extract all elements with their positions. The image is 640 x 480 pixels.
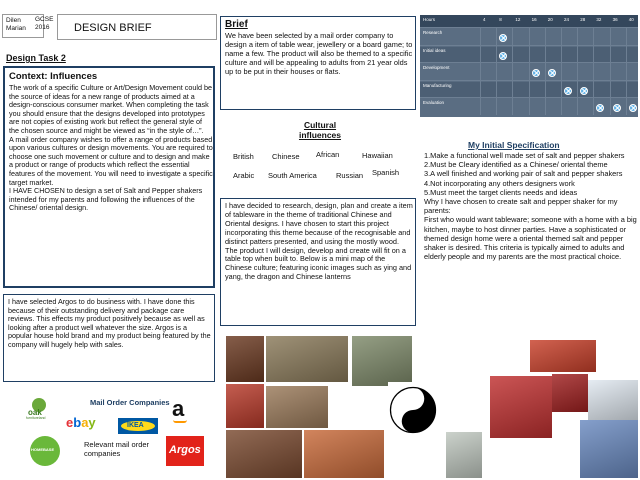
argos-box (3, 294, 215, 382)
mail-order-caption: Relevant mail order companies (84, 440, 150, 458)
oak-logo-text: oak (28, 408, 42, 417)
gantt-grid-line (577, 27, 578, 115)
argos-text: I have selected Argos to do business with. I have done this because of their outstanding delivery and package care reviews. This effects my product positively because as well as looking after a product well whatever the size. Argos is a popular house hold brand and my product being featured by the company will hugely help with sales. (8, 297, 211, 349)
spec-item-5: 5.Must meet the target clients needs and ideas (424, 187, 578, 197)
photo-great-wall (352, 336, 412, 386)
brief-box (220, 16, 416, 110)
culture-african: African (316, 150, 340, 159)
gantt-task-mark (613, 104, 621, 112)
spec-why-body: First who would want tableware; someone with a home with a big kitchen, maybe to host dinner parties. Have a sophisticated or themed design home were a oriental themed salt and pepper shaker is desired. This criteria is typically aimed to adults and elderly people and my parents are the most practical choice. (424, 215, 637, 262)
decision-box (220, 198, 416, 326)
course-line1: GCSE (35, 16, 54, 23)
photo-chinese-city (266, 336, 348, 382)
homebase-logo-text: HOMEBASE (31, 447, 55, 452)
title-box (57, 14, 217, 40)
photo-pagoda-small (446, 432, 482, 478)
spec-heading: My Initial Specification (468, 140, 560, 150)
photo-chinese-garden (304, 430, 384, 478)
decision-text: I have decided to research, design, plan and create a item of tableware in the theme of traditional Chinese and Oriental designs. I have chosen to start this project incorporating this theme because of the recognisable and distinct patters presented, and using the mostly wood. The product I will design, develop and create will fit on a table top when built to. Below is a mini map of the Chinese culture; featuring iconic images such as ying and yang, the dragon and Chinese lanterns (225, 201, 413, 282)
gantt-hour-label: 24 (564, 17, 570, 22)
spec-item-2: 2.Must be Cleary identified as a Chinese/ oriental theme (424, 160, 608, 170)
gantt-hour-label: 4 (483, 17, 486, 22)
amazon-logo (172, 396, 184, 422)
gantt-header (420, 15, 638, 27)
ikea-logo (118, 418, 158, 434)
gantt-row-label: Development (423, 65, 450, 71)
photo-chinese-interior (226, 336, 264, 382)
photo-chinese-opera (490, 376, 552, 438)
spec-list (424, 151, 638, 261)
gantt-hour-label: 28 (580, 17, 586, 22)
gantt-row-label: Research (423, 30, 443, 35)
mail-order-heading: Mail Order Companies (90, 398, 170, 407)
ebay-logo: ebay (66, 415, 96, 430)
gantt-row-label: Manufacturing (423, 82, 452, 88)
cultural-heading (290, 120, 350, 140)
gantt-hour-label: 20 (547, 17, 553, 22)
gantt-grid-line (512, 27, 513, 115)
gantt-hours-label: Hours (423, 17, 436, 22)
amazon-logo-text: a (172, 396, 185, 421)
gantt-row-label: Initial ideas (423, 47, 446, 53)
page-title: DESIGN BRIEF (74, 22, 152, 34)
gantt-grid-line (610, 27, 611, 115)
photo-terracotta-army (266, 386, 328, 428)
gantt-hour-label: 16 (531, 17, 537, 22)
culture-south-america: South America (268, 171, 317, 180)
gantt-grid-line (529, 27, 530, 115)
photo-temple-of-heaven (580, 420, 638, 478)
student-name-line2: Marian (6, 25, 26, 32)
spec-item-3: 3.A well finished and working pair of salt and pepper shakers (424, 169, 623, 179)
gantt-task-mark (499, 34, 507, 42)
photo-yin-yang (388, 382, 438, 438)
gantt-hour-label: 36 (612, 17, 618, 22)
gantt-task-mark (532, 69, 540, 77)
culture-spanish: Spanish (372, 168, 400, 177)
argos-logo (166, 436, 204, 466)
gantt-task-mark (548, 69, 556, 77)
gantt-hour-label: 12 (515, 17, 521, 22)
gantt-task-mark (499, 52, 507, 60)
photo-pagoda-silhouette (588, 380, 638, 420)
gantt-grid-line (545, 27, 546, 115)
gantt-task-mark (596, 104, 604, 112)
context-paragraph-3: I HAVE CHOSEN to design a set of Salt and Pepper shakers intended for my parents and following the influences of the Chinese/ oriental design. (9, 186, 203, 213)
gantt-grid-line (626, 27, 627, 115)
gantt-hour-label: 32 (596, 17, 602, 22)
context-paragraph-2: A mail order company wishes to offer a range of products based upon various cultures or design movements. You are required to choose one such movement or culture and to design and make a product or range of products which reflect the essential features of the movement. You will need to investigate a specific target market. (9, 134, 213, 187)
gantt-task-mark (580, 87, 588, 95)
gantt-grid-line (496, 27, 497, 115)
gantt-task-mark (629, 104, 637, 112)
context-paragraph-1: The work of a specific Culture or Art/Design Movement could be the source of ideas for a new range of products aimed at a design-conscious consumer market. When completing the task you should ensure that the designs developed into prototypes are not copies of existing work but reflect the general style of the chosen source and might be viewed as “in the style of…”. (9, 83, 212, 135)
gantt-grid-line (593, 27, 594, 115)
cultural-heading-line2: influences (298, 130, 342, 140)
argos-logo-text: Argos (169, 444, 201, 456)
photo-lanterns (226, 384, 264, 428)
student-name-line1: Dilen (6, 17, 21, 24)
gantt-hour-label: 40 (628, 17, 634, 22)
oak-logo (22, 398, 56, 422)
course-line2: 2016 (35, 24, 50, 31)
culture-british: British (233, 152, 254, 161)
ikea-logo-text: IKEA (127, 422, 144, 429)
oak-logo-sub: furnitureland (26, 416, 46, 420)
spec-why: Why I have chosen to create salt and pepper shaker for my parents: (424, 197, 618, 216)
homebase-logo (30, 436, 60, 466)
culture-hawaiian: Hawaiian (362, 151, 393, 160)
culture-arabic: Arabic (233, 171, 255, 180)
gantt-task-mark (564, 87, 572, 95)
gantt-row-label: Evaluation (423, 100, 445, 106)
spec-item-1: 1.Make a functional well made set of salt and pepper shakers (424, 151, 625, 160)
cultural-heading-line1: Cultural (303, 120, 337, 130)
context-box (3, 66, 215, 288)
culture-russian: Russian (336, 171, 364, 180)
gantt-hour-label: 8 (499, 17, 502, 22)
brief-text: We have been selected by a mail order company to design a item of table wear, jewellery or a board game; to name a few. The product will also be themed to a specific culture and will be appealing to adults from 21 year olds up to be put in their houses or flats. (225, 31, 413, 76)
course-box (33, 14, 57, 38)
photo-dragon (552, 374, 588, 412)
task-title: Design Task 2 (6, 53, 66, 63)
culture-chinese: Chinese (272, 152, 300, 161)
gantt-grid-line (561, 27, 562, 115)
context-text (9, 84, 213, 213)
photo-chinese-palace (226, 430, 302, 478)
photo-fire (530, 340, 596, 372)
context-heading: Context: Influences (9, 71, 98, 82)
gantt-grid-line (480, 27, 481, 115)
spec-item-4: 4.Not incorporating any others designers work (424, 178, 575, 188)
brief-heading: Brief (225, 19, 248, 30)
gantt-chart (420, 15, 638, 115)
